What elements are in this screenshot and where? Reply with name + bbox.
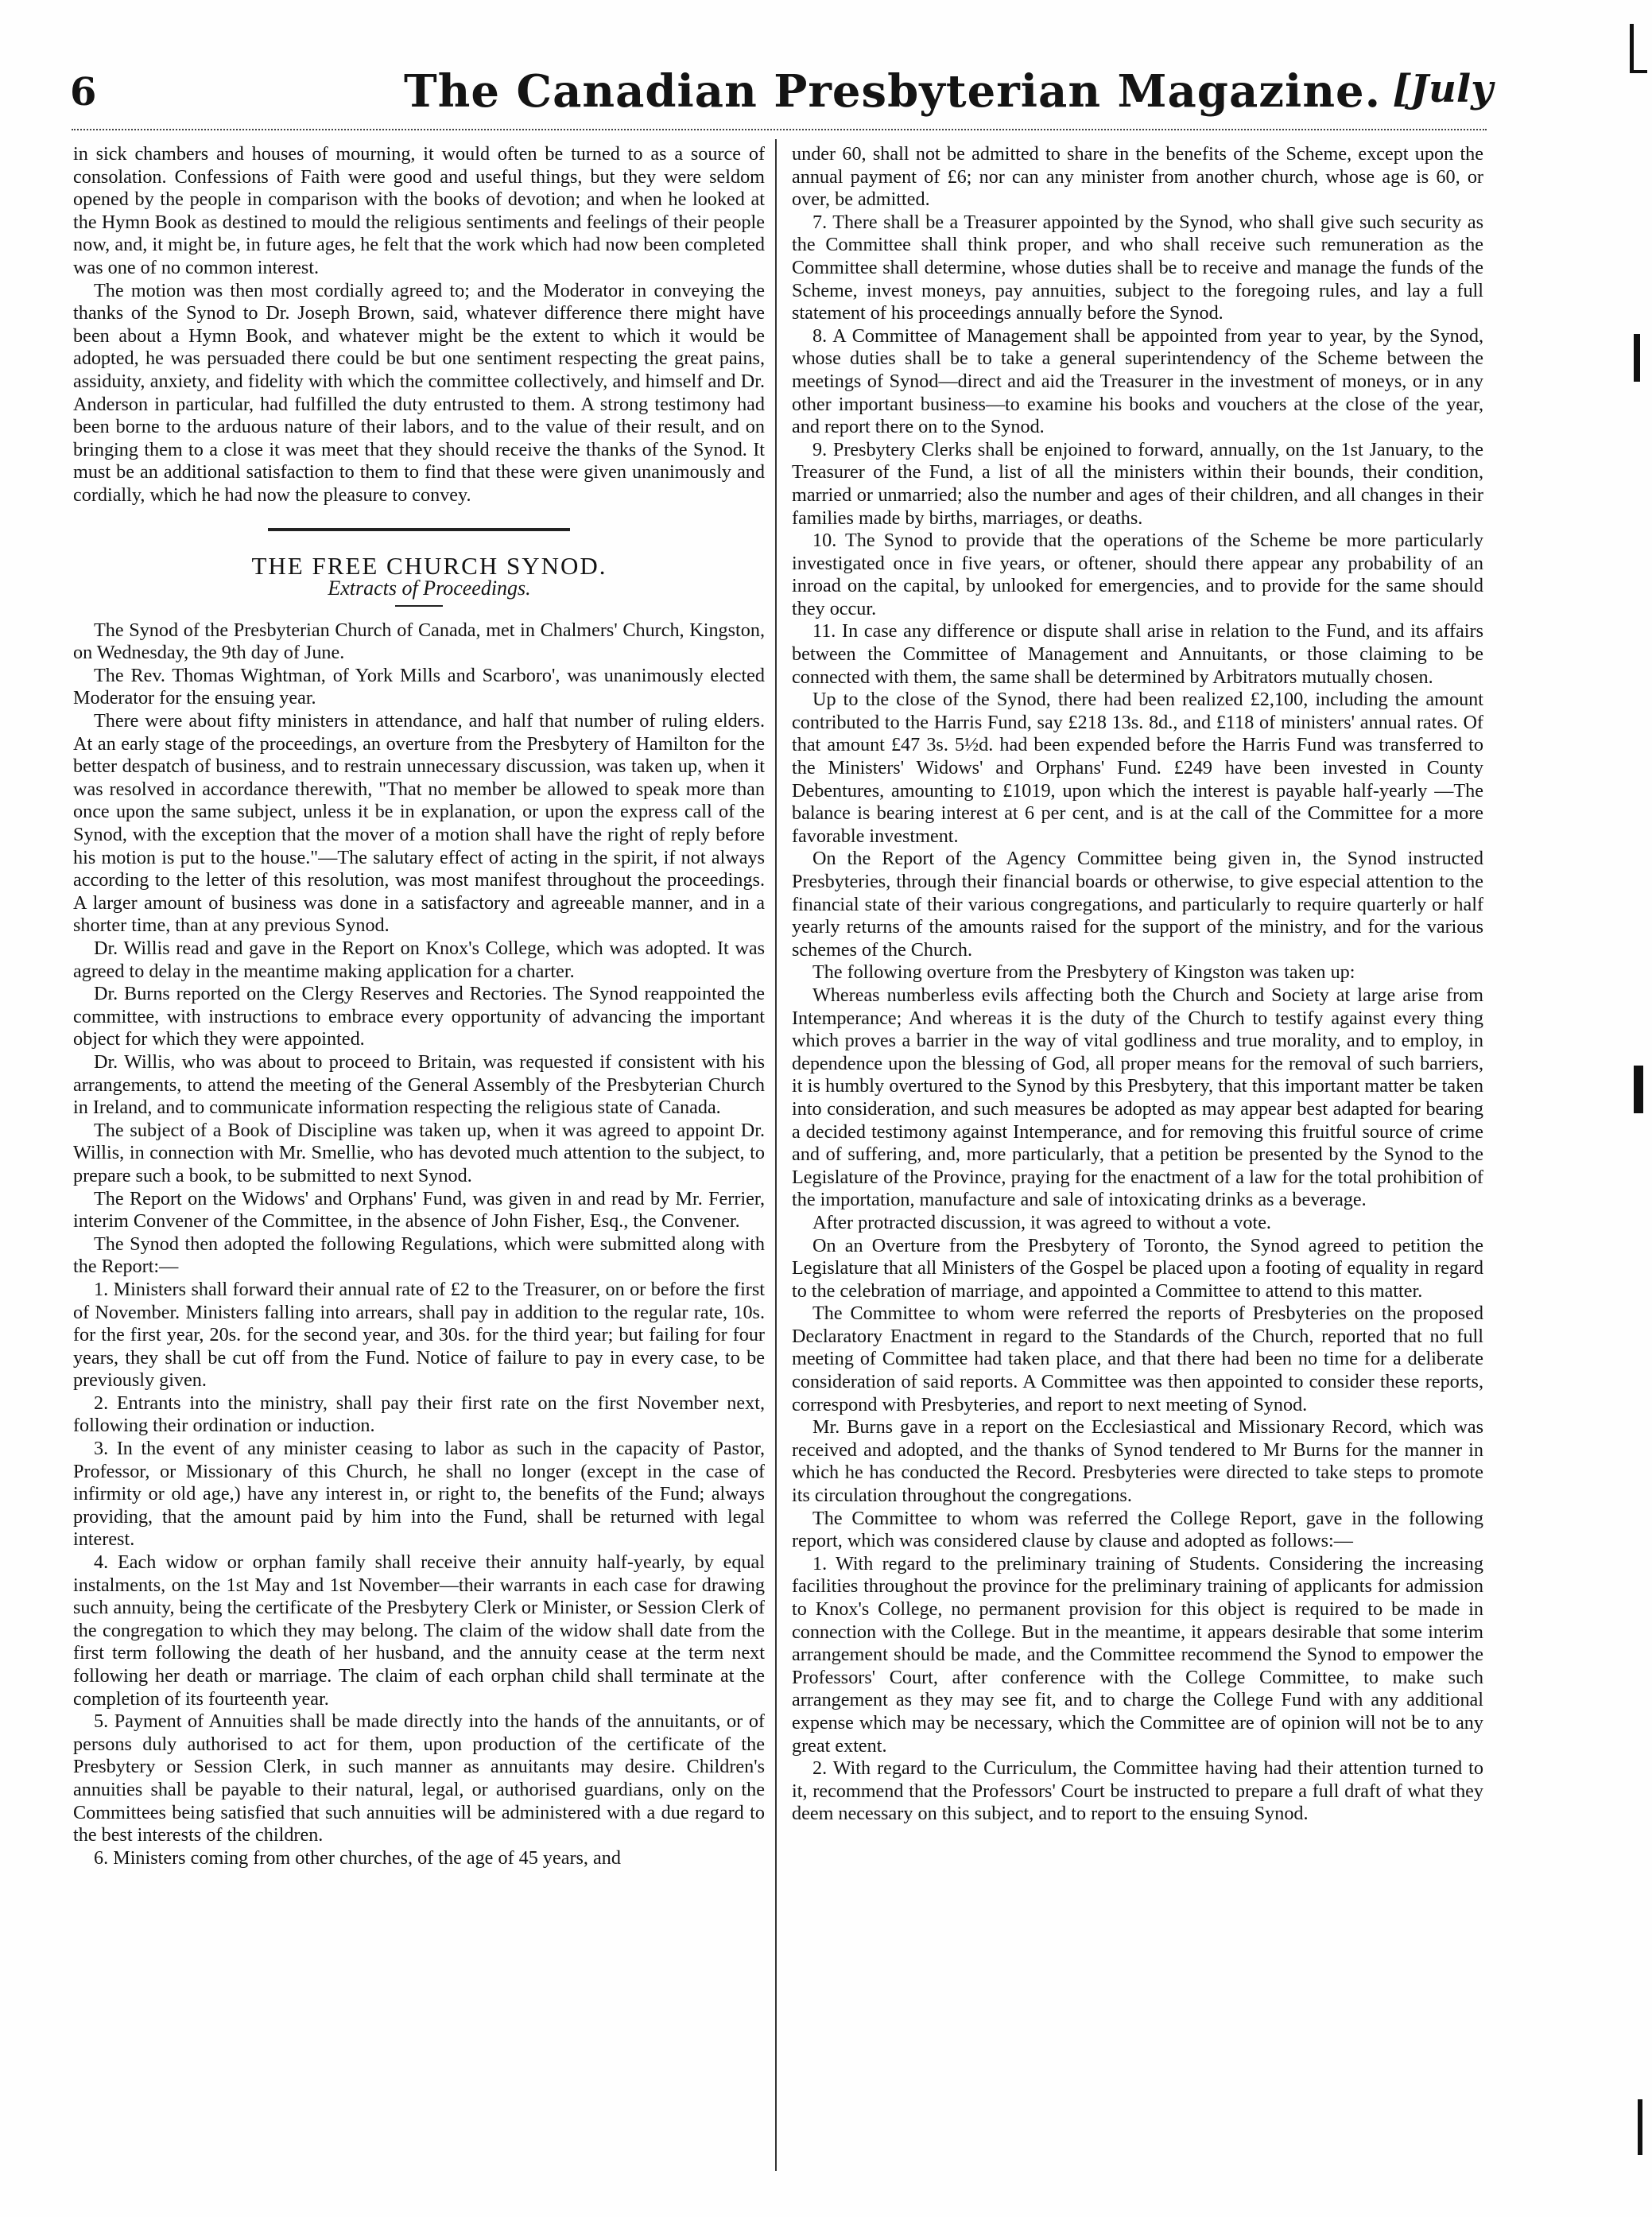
column-divider [775,139,777,2171]
paragraph: in sick chambers and houses of mourning, it would often be turned to as a source of consolation. Confessions of Faith were good and useful things, but they were seldom opened by the people in comparison with the books of devotion; and when he looked at the Hymn Book as destined to mould the religious sentiments and feelings of their people now, and, it might be, in future ages, he felt that the work which had now been completed was one of no common interest. [73,143,765,278]
paragraph: The following overture from the Presbytery of Kingston was taken up: [812,961,1355,984]
paragraph: The Synod of the Presbyterian Church of Canada, met in Chalmers' Church, Kingston, on Wednesday, the 9th day of June. [73,619,765,664]
header-rule [72,129,1487,134]
paragraph: On the Report of the Agency Committee being given in, the Synod instructed Presbyteries, through their financial boards or otherwise, to give especial attention to the financial state of their various congregations, and particularly to require quarterly or half yearly returns of the amounts raised for the support of the ministry, and for the various schemes of the Church. [792,848,1483,961]
regulation-item: 10. The Synod to provide that the operations of the Scheme be more particularly investigated once in five years, or oftener, should there appear any probability of an inroad on the capital, by unlooked for emergencies, and to provide for the same should they occur. [792,530,1483,619]
paragraph: Dr. Willis, who was about to proceed to Britain, was requested if consistent with his arrangements, to attend the meeting of the General Assembly of the Presbyterian Church in Ireland, and to communicate information respecting the religious state of Canada. [73,1050,765,1119]
section-title: THE FREE CHURCH SYNOD. [251,551,607,580]
paragraph: The Committee to whom were referred the reports of Presbyteries on the proposed Declaratory Enactment in regard to the Standards of the Church, reported that no full meeting of Committee had taken place, and that there had been no time for a deliberate consideration of said reports. A Committee was then appointed to consider these reports, correspond with Presbyteries, and report to next meeting of Synod. [792,1303,1483,1415]
regulation-item: 9. Presbytery Clerks shall be enjoined to forward, annually, on the 1st January, to the Treasurer of the Fund, a list of all the ministers within their bounds, their condition, married or unmarried; also the number and ages of their children, and all changes in their families made by births, marriages, or deaths. [792,438,1483,529]
paragraph: There were about fifty ministers in attendance, and half that number of ruling elders. At an early stage of the proceedings, an overture from the Presbytery of Hamilton for the better despatch of business, and to restrain unnecessary discussion, was taken up, when it was resolved in accordance therewith, "That no member be allowed to speak more than once upon the same subject, unless it be in explanation, or upon the express call of the Synod, with the exception that the mover of a motion shall have the right of reply before his motion is put to the house."—The salutary effect of acting in the spirit, if not always according to the letter of this resolution, was most manifest throughout the proceedings. A larger amount of business was done in a satisfactory and agreeable manner, and in a shorter time, than at any previous Synod. [73,710,765,937]
regulation-item: 8. A Committee of Management shall be appointed from year to year, by the Synod, whose duties shall be to take a general superintendency of the Scheme between the meetings of Synod—direct and aid the Treasurer in the investment of moneys, or in any other important business—to examine his books and vouchers at the close of the year, and report there on to the Synod. [792,324,1483,438]
paragraph: After protracted discussion, it was agreed to without a vote. [812,1211,1271,1233]
paragraph: The Rev. Thomas Wightman, of York Mills and Scarboro', was unanimously elected Moderator for the ensuing year. [73,664,765,709]
paragraph: The Synod then adopted the following Regulations, which were submitted along with the Report:— [73,1233,765,1278]
magazine-title: The Canadian Presbyterian Magazine. [404,65,1382,118]
section-divider [268,528,570,531]
regulation-item: 7. There shall be a Treasurer appointed by the Synod, who shall give such security as the Committee shall think proper, and who shall receive such remuneration as the Committee shall determine, whose duties shall be to receive and manage the funds of the Scheme, invest moneys, pay annuities, subject to the foregoing rules, and lay a full statement of his proceedings annually before the Synod. [792,211,1483,324]
paragraph: The subject of a Book of Discipline was taken up, when it was agreed to appoint Dr. Willis, in connection with Mr. Smellie, who has devoted much attention to the subject, to prepare such a book, to be submitted to next Synod. [73,1119,765,1186]
paragraph: 2. With regard to the Curriculum, the Committee having had their attention turned to it, recommend that the Professors' Court be instructed to prepare a full draft of what they deem necessary on this subject, and to report to the ensuing Synod. [792,1757,1483,1825]
scan-edge-mark [1638,2099,1642,2155]
regulation-item: 6. Ministers coming from other churches, of the age of 45 years, and [94,1846,621,1869]
overture-text: Whereas numberless evils affecting both the Church and Society at large arise from Intemperance; And whereas it is the duty of the Church to testify against every thing which proves a barrier in the way of vital godliness and true morality, and to employ, in dependence upon the blessing of God, all proper means for the removal of such barriers, it is humbly overtured to the Synod by this Presbytery, that this important matter be taken into consideration, and such measures be adopted as may appear best adapted for bearing a decided testimony against Intemperance, and for removing this fruitful source of crime and of suffering, and, more particularly, that a petition be presented by the Synod to the Legislature of the Province, praying for the enactment of a law for the total prohibition of the importation, manufacture and sale of intoxicating drinks as a beverage. [792,984,1483,1211]
paragraph: On an Overture from the Presbytery of Toronto, the Synod agreed to petition the Legislature that all Ministers of the Gospel be placed upon a footing of equality in regard to the celebration of marriage, and appointed a Committee to attend to this matter. [792,1234,1483,1302]
paragraph: Up to the close of the Synod, there had been realized £2,100, including the amount contributed to the Harris Fund, say £218 13s. 8d., and £118 of ministers' annual rates. Of that amount £47 3s. 5½d. had been expended before the Harris Fund was transferred to the Ministers' Widows' and Orphans' Fund. £249 have been invested in County Debentures, amounting to £1019, upon which the interest is payable half-yearly —The balance is bearing interest at 6 per cent, and is at the call of the Committee for a more favorable investment. [792,689,1483,847]
scan-edge-mark [1630,24,1634,72]
scan-edge-mark [1630,70,1647,73]
page-number: 6 [70,70,97,115]
paragraph: The Report on the Widows' and Orphans' Fund, was given in and read by Mr. Ferrier, interim Convener of the Committee, in the absence of John Fisher, Esq., the Convener. [73,1187,765,1233]
paragraph: 1. With regard to the preliminary training of Students. Considering the increasing facilities throughout the province for the preliminary training of applicants for admission to Knox's College, no permanent provision for this object is required to be made in connection with the College. But in the meantime, it appears desirable that some interim arrangement should be made, and the Committee recommend the Synod to empower the Professors' Court, after conference with the College Committee, to make such arrangement as they may see fit, and to charge the College Fund with any additional expense which may be necessary, which the Committee are of opinion will not be to any great extent. [792,1552,1483,1757]
paragraph: Dr. Burns reported on the Clergy Reserves and Rectories. The Synod reappointed the committee, with instructions to embrace every opportunity of advancing the important object for which they were appointed. [73,983,765,1050]
right-column [792,143,1483,2179]
scan-edge-mark [1634,334,1640,382]
regulation-item: 4. Each widow or orphan family shall receive their annuity half-yearly, by equal instalments, on the 1st May and 1st November—their warrants in each case for drawing such annuity, being the certificate of the Presbytery Clerk or Minister, or Session Clerk of the congregation to which they may belong. The claim of the widow shall date from the first term following the death of her husband, and the annuity cease at the term next following her death or marriage. The claim of each orphan child shall terminate at the completion of its fourteenth year. [73,1551,765,1710]
regulation-item: 1. Ministers shall forward their annual rate of £2 to the Treasurer, on or before the first of November. Ministers falling into arrears, shall pay in addition to the regular rate, 10s. for the first year, 20s. for the second year, and 30s. for the third year; but failing for four years, they shall be cut off from the Fund. Notice of failure to pay in every case, to be previously given. [73,1278,765,1392]
section-subtitle: Extracts of Proceedings. [328,577,531,600]
regulation-item: 3. In the event of any minister ceasing to labor as such in the capacity of Pastor, Professor, or Missionary of this Church, he shall no longer (except in the case of infirmity or old age,) have any interest in, or right to, the benefits of the Fund; always providing, that the amount paid by him into the Fund, shall be returned with legal interest. [73,1438,765,1551]
left-column [73,143,765,2179]
regulation-item: 5. Payment of Annuities shall be made directly into the hands of the annuitants, or of persons duly authorised to act for them, upon production of the certificate of the Presbytery or Session Clerk, in such manner as annuitants may desire. Children's annuities shall be payable to their natural, legal, or authorised guardians, only on the Committees being satisfied that such annuities will be administered with a due regard to the best interests of the children. [73,1710,765,1846]
subtitle-rule [395,605,443,607]
scan-edge-mark [1634,1066,1643,1113]
issue-month: [July [1392,67,1493,111]
regulation-item: 11. In case any difference or dispute shall arise in relation to the Fund, and its affairs between the Committee of Management and Annuitants, or those claiming to be connected with them, the same shall be determined by Arbitrators mutually chosen. [792,620,1483,688]
paragraph: The motion was then most cordially agreed to; and the Moderator in conveying the thanks of the Synod to Dr. Joseph Brown, said, whatever difference there might have been about a Hymn Book, and whatever might be the extent to which it would be adopted, he was persuaded there could be but one sentiment respecting the great pains, assiduity, anxiety, and fidelity with which the committee collectively, and himself and Dr. Anderson in particular, had fulfilled the duty entrusted to them. A strong testimony had been borne to the arduous nature of their labors, and to the value of their result, and on bringing them to a close it was meet that they should receive the thanks of the Synod. It must be an additional satisfaction to them to find that these were given unanimously and cordially, which he had now the pleasure to convey. [73,279,765,506]
paragraph: under 60, shall not be admitted to share in the benefits of the Scheme, except upon the annual payment of £6; nor can any minister from another church, whose age is 60, or over, be admitted. [792,143,1483,211]
paragraph: Dr. Willis read and gave in the Report on Knox's College, which was adopted. It was agreed to delay in the meantime making application for a charter. [73,938,765,982]
paragraph: Mr. Burns gave in a report on the Ecclesiastical and Missionary Record, which was received and adopted, and the thanks of Synod tendered to Mr Burns for the manner in which he has conducted the Record. Presbyteries were directed to take steps to promote its circulation throughout the congregations. [792,1416,1483,1507]
regulation-item: 2. Entrants into the ministry, shall pay their first rate on the first November next, following their ordination or induction. [73,1392,765,1437]
paragraph: The Committee to whom was referred the College Report, gave in the following report, which was considered clause by clause and adopted as follows:— [792,1507,1483,1552]
